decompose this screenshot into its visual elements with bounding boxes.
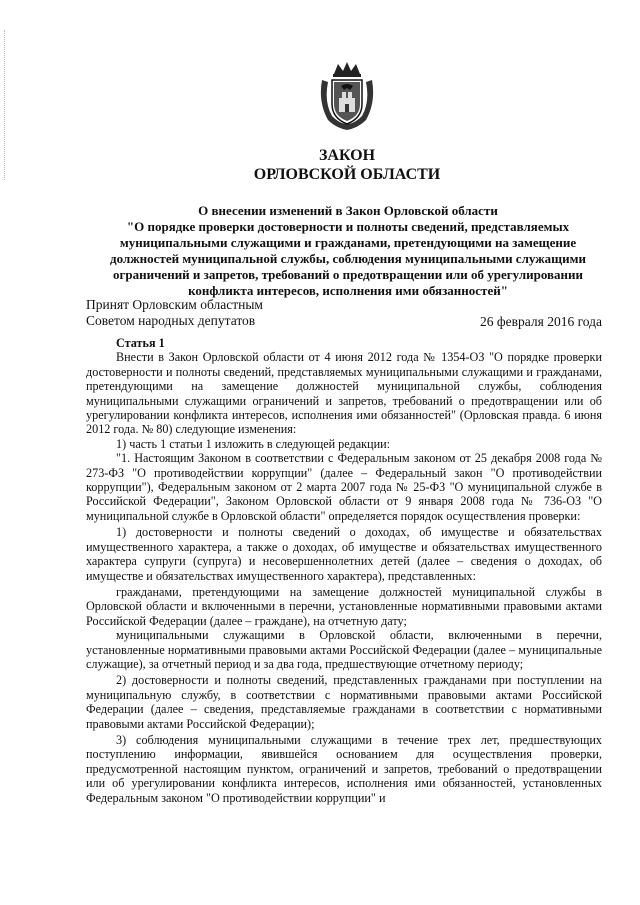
subject-line2: "О порядке проверки достоверности и полноты сведений, представляемых муниципальными служащими и гражданами, претендующими на замещение должностей муниципальной службы, соблюдения муниципальными служащими ограничений и запретов, требований о предотвращении или об урегулировании конфликта интересов, исполнения ими обязанностей"	[110, 219, 586, 298]
adoption-date: 26 февраля 2016 года	[480, 314, 602, 329]
adoption-line1: Принят Орловским областным	[86, 297, 263, 312]
document-title-line1: ЗАКОН	[318, 147, 376, 164]
coat-of-arms-icon	[316, 60, 378, 132]
paragraph: "1. Настоящим Законом в соответствии с Федеральным законом от 25 декабря 2008 года № 273-ФЗ "О противодействии коррупции" (далее – Федеральный закон "О противодействии коррупции"), Федеральным законом от 2 марта 2007 года № 25-ФЗ "О муниципальной службе в Российской Федерации", Законом Орловской области от 9 января 2008 года № 736-ОЗ "О муниципальной службе в Орловской области" определяется порядок осуществления проверки:	[86, 451, 602, 523]
paragraph: гражданами, претендующими на замещение должностей муниципальной службы в Орловской области и включенными в перечни, установленные нормативными правовыми актами Российской Федерации (далее – граждане), на отчетную дату;	[86, 584, 602, 628]
paragraph: 1) часть 1 статьи 1 изложить в следующей редакции:	[116, 436, 391, 451]
subject-line1: О внесении изменений в Закон Орловской области	[198, 203, 498, 218]
law-subject	[110, 203, 586, 299]
document-body	[86, 336, 602, 805]
article-heading: Статья 1	[116, 336, 165, 350]
adoption-note	[86, 297, 263, 329]
adoption-line2: Советом народных депутатов	[86, 313, 256, 328]
paragraph: 2) достоверности и полноты сведений, представленных гражданами при поступлении на муниципальную службу, в соответствии с нормативными правовыми актами Российской Федерации (далее – сведения, представляемые гражданами в соответствии с нормативными правовыми актами Российской Федерации);	[86, 673, 602, 731]
paragraph: 1) достоверности и полноты сведений о доходах, об имуществе и обязательствах имущественного характера, а также о доходах, об имуществе и обязательствах имущественного характера супруги (супруга) и несовершеннолетних детей (далее – сведения о доходах, об имуществе и обязательствах имущественного характера), представленных:	[86, 525, 602, 583]
document-title-line2: ОРЛОВСКОЙ ОБЛАСТИ	[253, 166, 441, 183]
paragraph: Внести в Закон Орловской области от 4 июня 2012 года № 1354-ОЗ "О порядке проверки достоверности и полноты сведений, представляемых муниципальными служащими и гражданами, претендующими на замещение должностей муниципальной службы, соблюдения муниципальными служащими ограничений и запретов, требований о предотвращении или об урегулировании конфликта интересов, исполнения ими обязанностей" (Орловская правда. 6 июня 2012 года. № 80) следующие изменения:	[86, 350, 602, 437]
paragraph: 3) соблюдения муниципальными служащими в течение трех лет, предшествующих поступлению информации, явившейся основанием для осуществления проверки, предусмотренной настоящим пунктом, ограничений и запретов, требований о предотвращении или об урегулировании конфликта интересов, исполнения ими обязанностей, установленных Федеральным законом "О противодействии коррупции" и	[86, 732, 602, 805]
paragraph: муниципальными служащими в Орловской области, включенными в перечни, установленные нормативными правовыми актами Российской Федерации (далее – муниципальные служащие), за отчетный период и за два года, предшествующие отчетному периоду;	[86, 628, 602, 671]
